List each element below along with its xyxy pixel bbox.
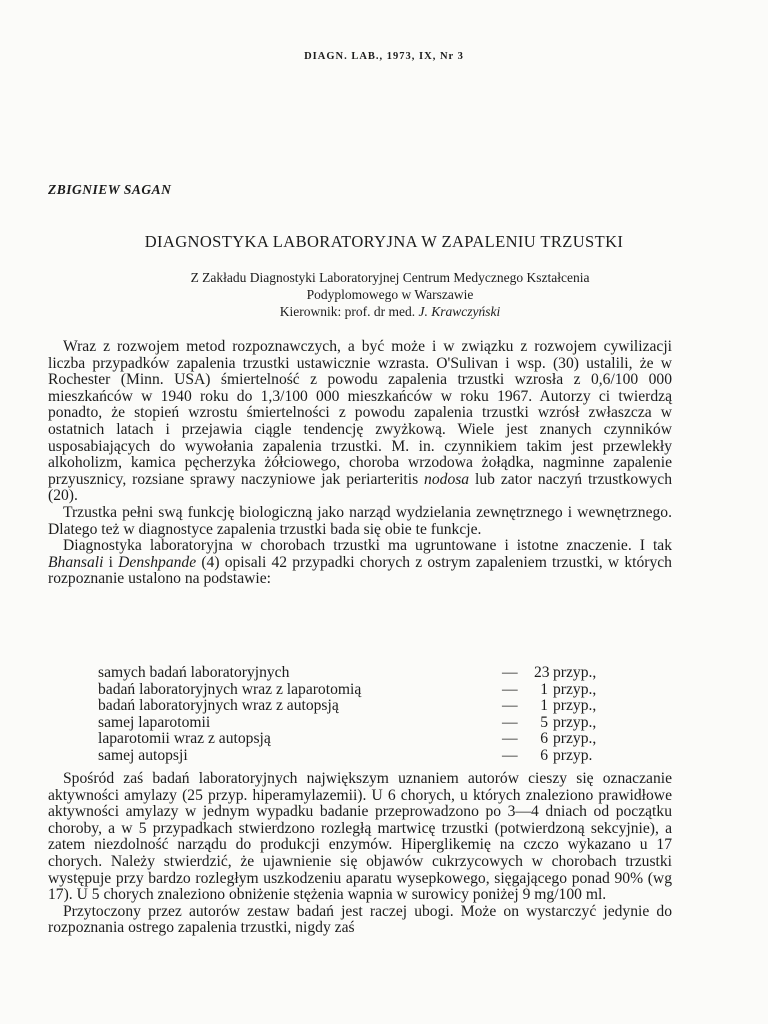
cases-list <box>98 665 638 765</box>
paragraph-3 <box>48 538 672 588</box>
paragraph-1-italic: nodosa <box>424 470 470 488</box>
paragraph-4: Spośród zaś badań laboratoryjnych największym uznaniem autorów cieszy się oznaczanie aktywności amylazy (25 przyp. hiperamylazemii). U 6 chorych, u których znaleziono prawidłowe aktywności amylazy w jednym wypadku badanie przeprowadzono po 3—4 dniach od początku choroby, a w 5 przypadkach stwierdzono rozległą martwicę trzustki (potwierdzoną sekcyjnie), a zatem niezdolność narządu do produkcji enzymów. Hiperglikemię na czczo wykazano u 17 chorych. Należy stwierdzić, że ujawnienie się objawów cukrzycowych w chorobach trzustki występuje przy bardzo rozległym uszkodzeniu aparatu wysepkowego, sięgającego ponad 90% (wg 17). U 5 chorych znaleziono obniżenie stężenia wapnia w surowicy poniżej 9 mg/100 ml. <box>48 770 672 904</box>
case-dash: — <box>502 746 518 764</box>
case-unit: przyp., <box>553 713 597 731</box>
case-row <box>98 748 638 765</box>
author-ref-bhansali: Bhansali <box>48 553 104 571</box>
case-row <box>98 731 638 748</box>
paragraph-2: Trzustka pełni swą funkcję biologiczną jako narząd wydzielania zewnętrznego i wewnętrznego. Dlatego też w diagnostyce zapalenia trzustki bada się obie te funkcje. <box>48 503 672 538</box>
author-ref-denshpande: Denshpande <box>118 553 197 571</box>
case-label: samej laparotomii <box>98 713 211 731</box>
affiliation-line-2: Podyplomowego w Warszawie <box>306 287 474 302</box>
case-dash: — <box>502 664 518 681</box>
article-title: DIAGNOSTYKA LABORATORYJNA W ZAPALENIU TRZUSTKI <box>144 232 624 251</box>
case-unit: przyp., <box>553 664 597 681</box>
head-name: J. Krawczyński <box>418 304 501 319</box>
head-label: Kierownik: <box>279 304 342 319</box>
affiliation-line-1: Z Zakładu Diagnostyki Laboratoryjnej Centrum Medycznego Kształcenia <box>190 270 590 285</box>
case-label: laparotomii wraz z autopsją <box>98 730 271 748</box>
article-body-top <box>48 339 672 588</box>
case-count: 6 <box>540 746 548 764</box>
case-count: 1 <box>540 697 548 715</box>
case-row <box>98 698 638 715</box>
affiliation-block <box>70 269 710 320</box>
case-dash: — <box>502 730 518 748</box>
paragraph-3-tail: (4) opisali 42 przypadki chorych z ostrym zapaleniem trzustki, w których rozpoznanie ustalono na podstawie: <box>48 553 672 588</box>
case-row <box>98 715 638 732</box>
case-unit: przyp. <box>553 746 593 764</box>
paragraph-5: Przytoczony przez autorów zestaw badań jest raczej ubogi. Może on wystarczyć jedynie do rozpoznania ostrego zapalenia trzustki, nigdy zaś <box>48 902 672 937</box>
case-row <box>98 665 638 682</box>
case-count: 1 <box>540 680 548 698</box>
journal-header: DIAGN. LAB., 1973, IX, Nr 3 <box>304 51 464 62</box>
case-label: badań laboratoryjnych wraz z autopsją <box>98 697 339 715</box>
case-count: 5 <box>540 713 548 731</box>
paragraph-3-conj: i <box>103 553 119 571</box>
article-body-bottom <box>48 771 672 937</box>
case-unit: przyp., <box>553 680 597 698</box>
paragraph-1 <box>48 339 672 505</box>
paragraph-1-text: Wraz z rozwojem metod rozpoznawczych, a być może i w związku z rozwojem cywilizacji liczba przypadków zapalenia trzustki ustawicznie wzrasta. O'Sulivan i wsp. (30) ustalili, że w Rochester (Minn. USA) śmiertelność z powodu zapalenia trzustki wzrosła z 0,6/100 000 mieszkańców w 1940 roku do 1,3/100 000 mieszkańców w roku 1967. Autorzy ci twierdzą ponadto, że stopień wzrostu śmiertelności z powodu zapalenia trzustki wzrósł zwłaszcza w ostatnich latach i przejawia ciągle tendencję zwyżkową. Wiele jest znanych czynników usposabiających do wywołania zapalenia trzustki. M. in. czynnikiem takim jest przewlekły alkoholizm, kamica pęcherzyka żółciowego, choroba wrzodowa żołądka, nagminne zapalenie przyusznicy, rozsiane sprawy naczyniowe jak periarteritis <box>48 338 672 488</box>
case-dash: — <box>502 680 518 698</box>
affiliation-head <box>70 303 710 320</box>
paragraph-3-text: Diagnostyka laboratoryjna w chorobach trzustki ma ugruntowane i istotne znaczenie. I tak <box>63 537 672 555</box>
case-row <box>98 682 638 699</box>
case-label: samych badań laboratoryjnych <box>98 664 290 681</box>
case-unit: przyp., <box>553 730 597 748</box>
case-count: 23 <box>534 664 550 681</box>
case-dash: — <box>502 697 518 715</box>
case-count: 6 <box>540 730 548 748</box>
case-label: badań laboratoryjnych wraz z laparotomią <box>98 680 362 698</box>
case-dash: — <box>502 713 518 731</box>
head-title: prof. dr med. <box>344 304 416 319</box>
case-unit: przyp., <box>553 697 597 715</box>
paragraph-1-tail: lub zator naczyń trzustkowych (20). <box>48 470 672 505</box>
author-name: ZBIGNIEW SAGAN <box>48 182 172 197</box>
case-label: samej autopsji <box>98 746 188 764</box>
